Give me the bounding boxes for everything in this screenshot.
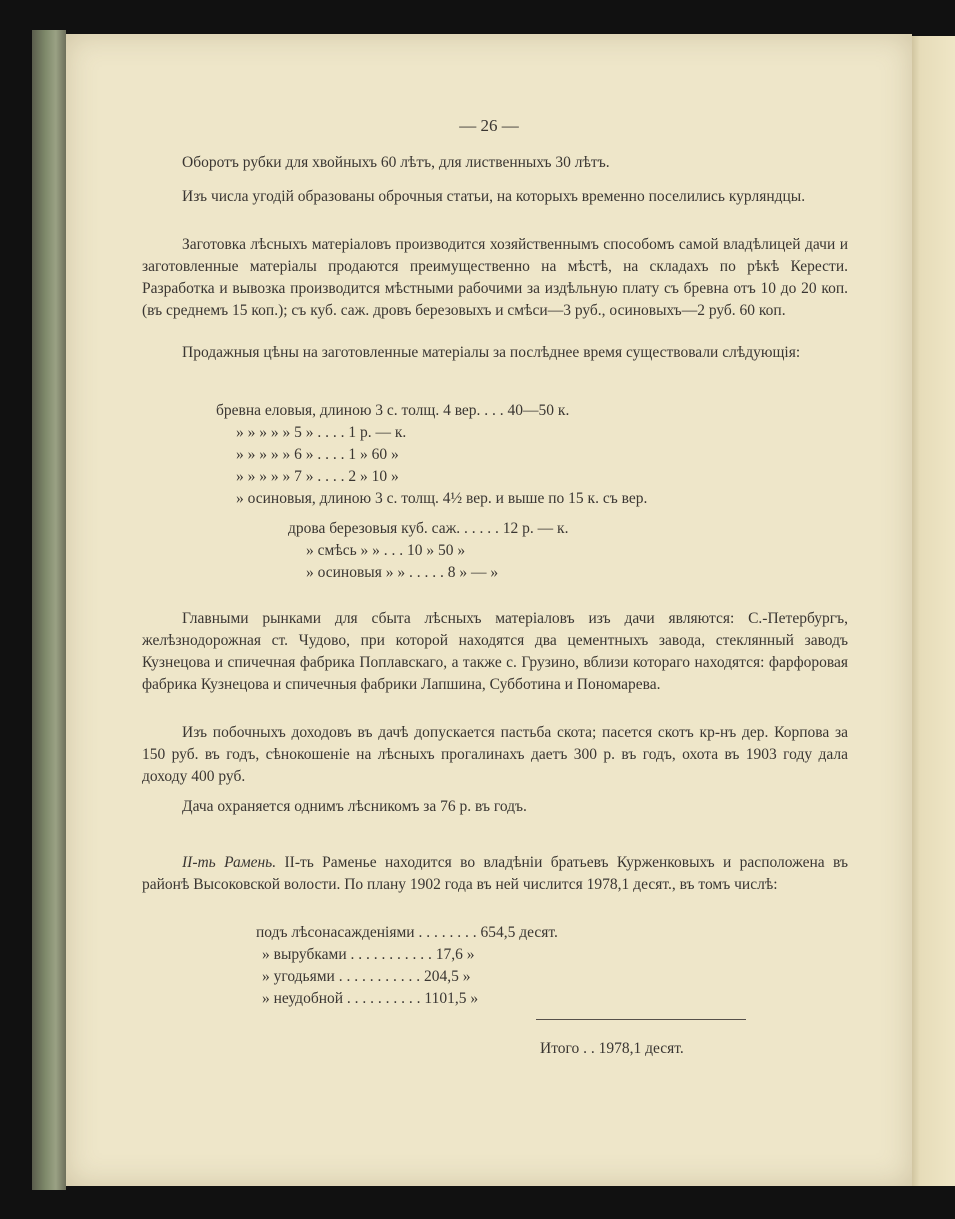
paragraph-logging: Заготовка лѣсныхъ матеріаловъ производится хозяйственнымъ способомъ самой владѣлицей дачи и заготовленные матеріалы продаются преимущественно на мѣстѣ, на складахъ по рѣкѣ Керести. Разработка и вывозка производится мѣстными рабочими за издѣльную плату съ бревна отъ 10 до 20 коп. (въ среднемъ 15 коп.); съ куб. саж. дровъ березовыхъ и смѣси—3 руб., осиновыхъ—2 руб. 60 коп. bbox=[142, 236, 848, 319]
page-number: — 26 — bbox=[459, 116, 519, 135]
area-line: » неудобной . . . . . . . . . . 1101,5 » bbox=[262, 990, 479, 1007]
paragraph-side-income: Изъ побочныхъ доходовъ въ дачѣ допускается пастьба скота; пасется скотъ кр-нъ дер. Корпова за 150 руб. въ годъ, сѣнокошеніе на лѣсныхъ прогалинахъ даетъ 300 р. въ годъ, охота въ 1903 году дала доходу 400 руб. bbox=[142, 724, 848, 785]
paragraph-lands: Изъ числа угодій образованы оброчныя статьи, на которыхъ временно поселились курляндцы. bbox=[182, 188, 806, 205]
total-line: Итого . . 1978,1 десят. bbox=[540, 1040, 684, 1057]
paragraph-ramen bbox=[142, 852, 848, 896]
paragraph-prices-intro: Продажныя цѣны на заготовленные матеріалы за послѣднее время существовали слѣдующія: bbox=[182, 344, 801, 361]
price-line: бревна еловыя, длиною 3 с. толщ. 4 вер. . . . 40—50 к. bbox=[216, 402, 570, 419]
total-rule bbox=[536, 1019, 746, 1020]
facing-page-edge bbox=[905, 36, 955, 1186]
area-line: » угодьями . . . . . . . . . . . 204,5 » bbox=[262, 968, 471, 985]
price-line: » осиновыя, длиною 3 с. толщ. 4½ вер. и выше по 15 к. съ вер. bbox=[236, 490, 648, 507]
price-line: » » » » » 5 » . . . . 1 р. — к. bbox=[236, 424, 407, 441]
book-spine bbox=[32, 30, 66, 1190]
firewood-line: » смѣсь » » . . . 10 » 50 » bbox=[306, 542, 466, 559]
book-page bbox=[66, 34, 912, 1186]
section-text: II-ть Раменье находится во владѣніи братьевъ Курженковыхъ и расположена въ районѣ Высоковской волости. По плану 1902 года въ ней числится 1978,1 десят., въ томъ числѣ: bbox=[142, 854, 849, 893]
paragraph-markets: Главными рынками для сбыта лѣсныхъ матеріаловъ изъ дачи являются: С.-Петербургъ, желѣзнодорожная ст. Чудово, при которой находятся два цементныхъ завода, стеклянный заводъ Кузнецова и спичечная фабрика Поплавскаго, а также с. Грузино, вблизи котораго находятся: фарфоровая фабрика Кузнецова и спичечныя фабрики Лапшина, Субботина и Пономарева. bbox=[142, 610, 848, 693]
price-line: » » » » » 7 » . . . . 2 » 10 » bbox=[236, 468, 399, 485]
paragraph-guard: Дача охраняется однимъ лѣсникомъ за 76 р. въ годъ. bbox=[182, 798, 527, 815]
price-line: » » » » » 6 » . . . . 1 » 60 » bbox=[236, 446, 399, 463]
firewood-line: дрова березовыя куб. саж. . . . . . 12 р. — к. bbox=[288, 520, 569, 537]
paragraph-rotation: Оборотъ рубки для хвойныхъ 60 лѣтъ, для лиственныхъ 30 лѣтъ. bbox=[182, 154, 610, 171]
section-heading: II-ть Рамень. bbox=[182, 854, 277, 871]
firewood-line: » осиновыя » » . . . . . 8 » — » bbox=[306, 564, 499, 581]
area-line: » вырубками . . . . . . . . . . . 17,6 » bbox=[262, 946, 475, 963]
area-line: подъ лѣсонасажденіями . . . . . . . . 654,5 десят. bbox=[256, 924, 558, 941]
